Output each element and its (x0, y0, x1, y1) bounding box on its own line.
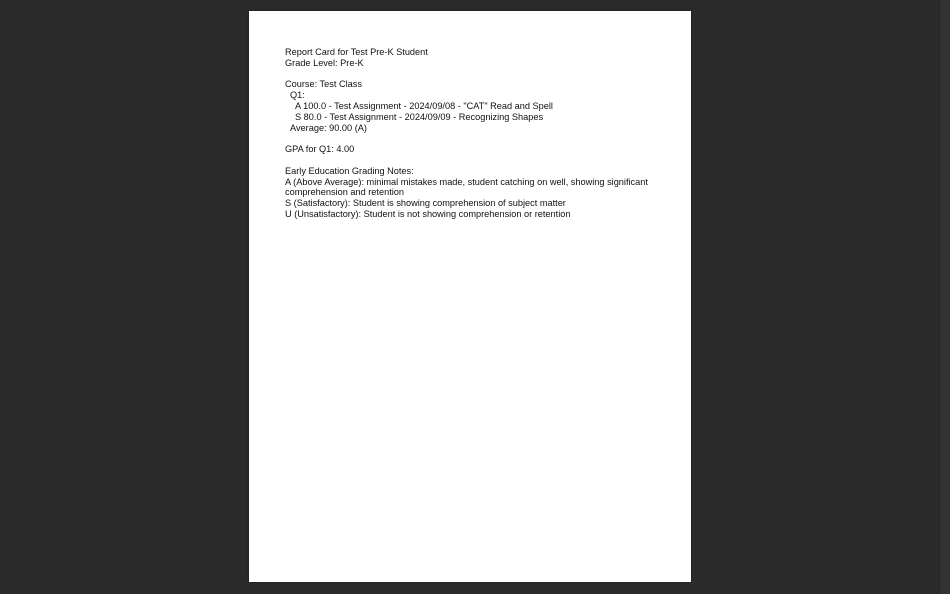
assignment-row: S 80.0 - Test Assignment - 2024/09/09 - Recognizing Shapes (295, 111, 544, 122)
report-title: Report Card for Test Pre-K Student (285, 47, 428, 57)
document-page (249, 11, 691, 582)
vertical-scrollbar[interactable] (939, 0, 950, 594)
course-name: Course: Test Class (285, 79, 362, 90)
grading-notes-heading: Early Education Grading Notes: (285, 165, 414, 176)
grade-level: Grade Level: Pre-K (285, 57, 364, 68)
grading-note: U (Unsatisfactory): Student is not showing comprehension or retention (285, 208, 571, 219)
report-card-content (285, 47, 665, 220)
spacer (285, 155, 665, 166)
quarter-label: Q1: (290, 90, 305, 101)
spacer (285, 69, 665, 80)
assignment-row: A 100.0 - Test Assignment - 2024/09/08 - "CAT" Read and Spell (295, 100, 553, 111)
quarter-average: Average: 90.00 (A) (290, 122, 367, 133)
grading-note: S (Satisfactory): Student is showing comprehension of subject matter (285, 198, 566, 209)
grading-note: A (Above Average): minimal mistakes made, student catching on well, showing significant comprehension and retention (285, 176, 648, 198)
spacer (285, 133, 665, 144)
gpa-line: GPA for Q1: 4.00 (285, 144, 355, 155)
